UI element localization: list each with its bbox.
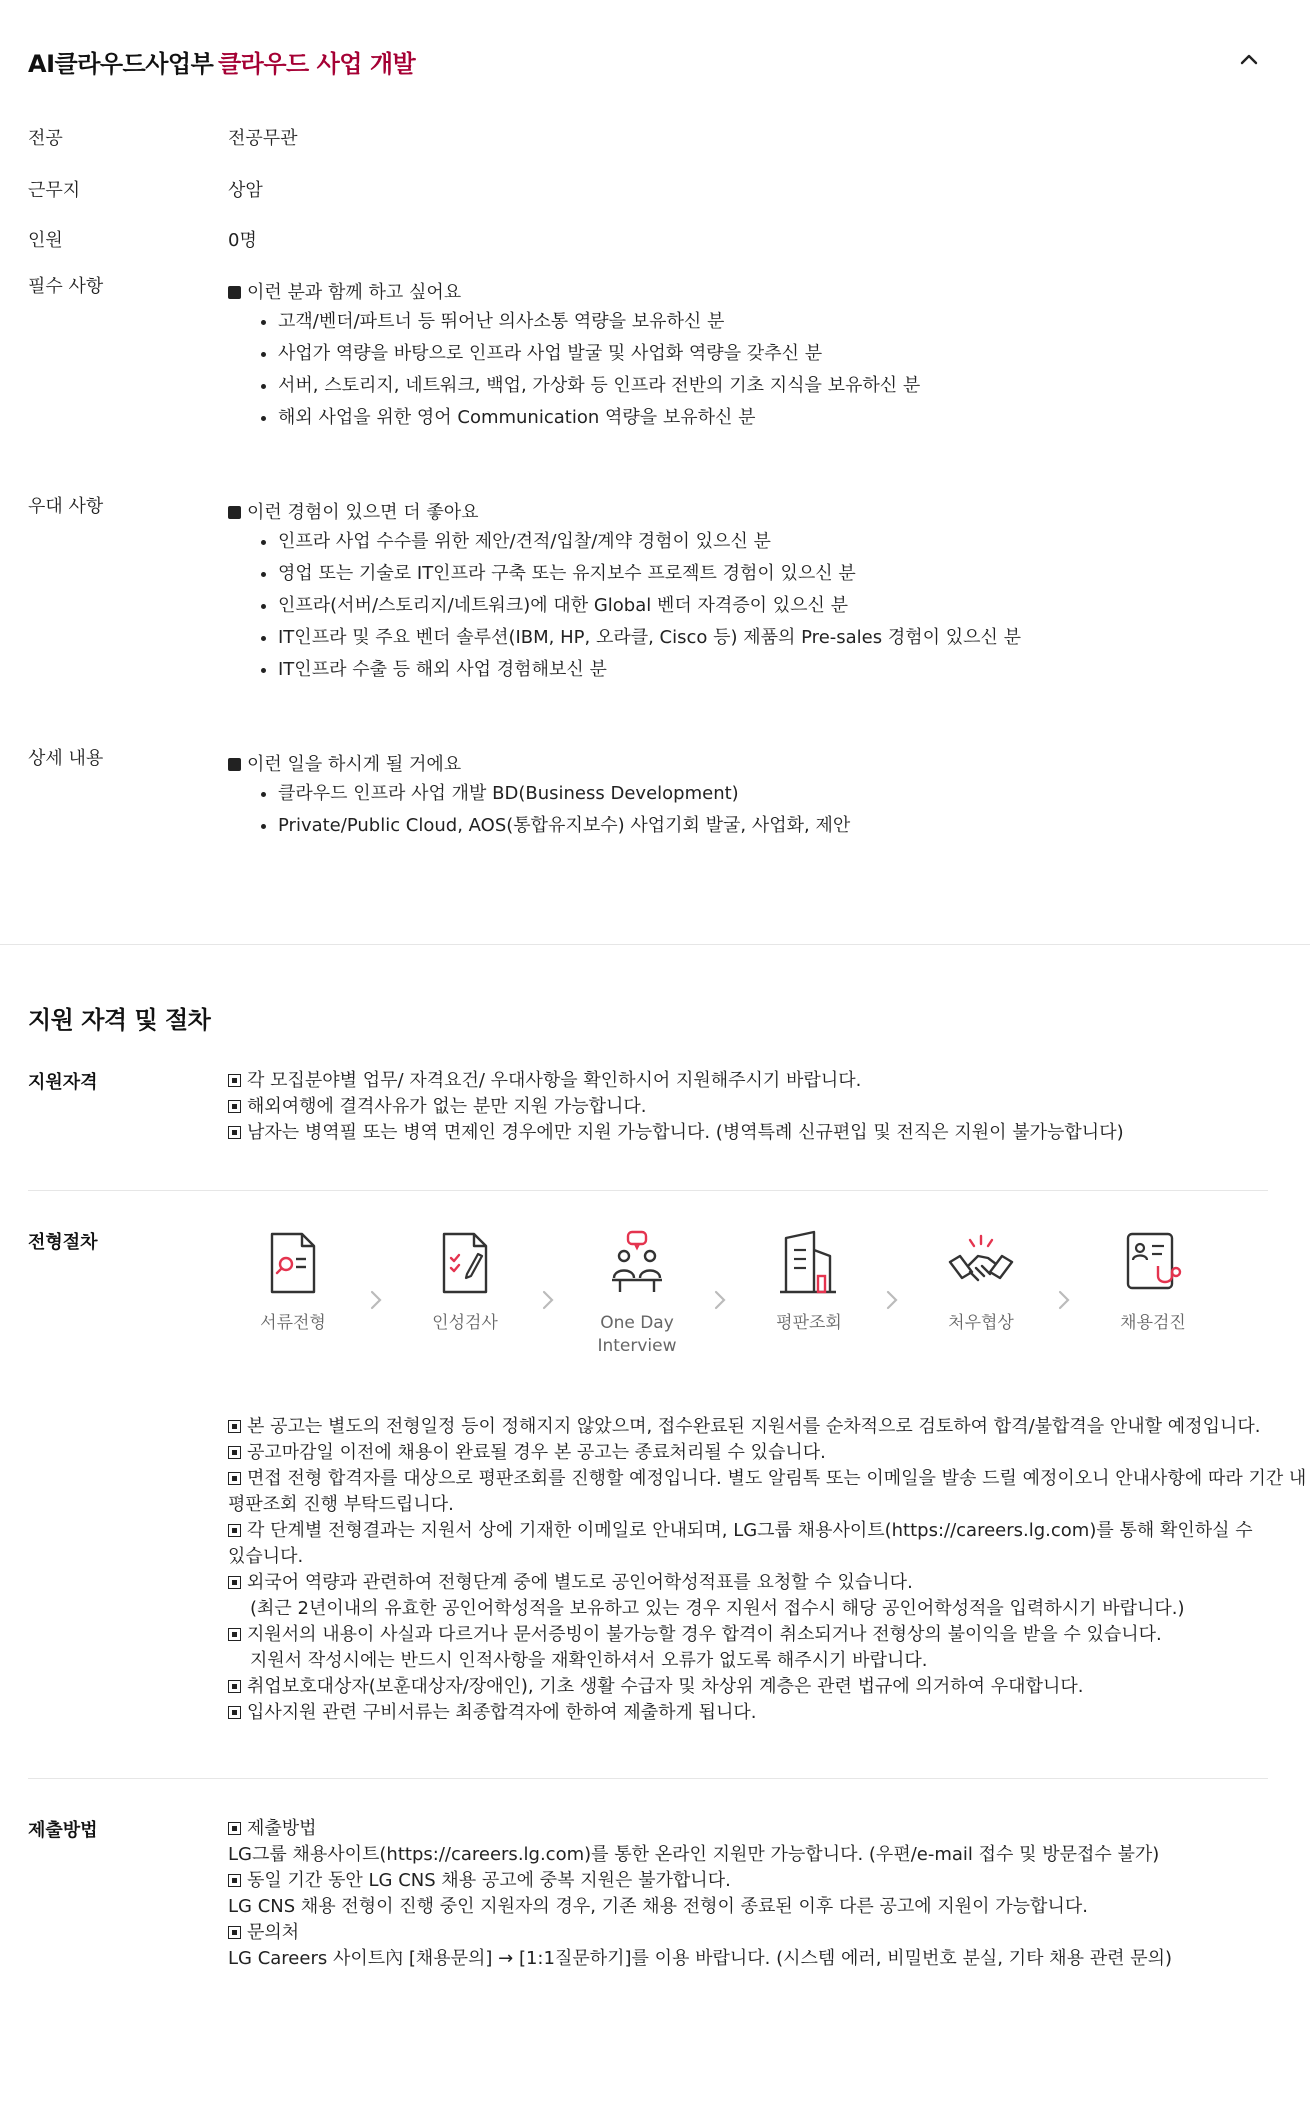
list-item: • 사업가 역량을 바탕으로 인프라 사업 발굴 및 사업화 역량을 갖추신 분 [278, 338, 1278, 370]
line-text: 남자는 병역필 또는 병역 면제인 경우에만 지원 가능합니다. (병역특례 신규편입 및 전직은 지원이 불가능합니다) [247, 1122, 1124, 1143]
checkbox-bullet-icon [228, 1576, 241, 1589]
details-list [254, 778, 1278, 842]
list-item: • 영업 또는 기술로 IT인프라 구축 또는 유지보수 프로젝트 경험이 있으신 분 [278, 558, 1278, 590]
chevron-up-icon[interactable] [1234, 44, 1264, 74]
chevron-right-icon [712, 1286, 728, 1314]
process-steps [228, 1228, 1268, 1368]
step-interview [572, 1228, 702, 1358]
chevron-right-icon [368, 1286, 384, 1314]
line-text: 있습니다. [228, 1546, 304, 1567]
note-line [228, 1894, 1268, 1920]
step-label [572, 1312, 702, 1358]
details-heading-text: 이런 일을 하시게 될 거에요 [247, 754, 462, 775]
qualification-label: 지원자격 [28, 1072, 98, 1093]
list-item: • 고객/벤더/파트너 등 뛰어난 의사소통 역량을 보유하신 분 [278, 306, 1278, 338]
step-document-review [228, 1228, 358, 1335]
line-text: LG그룹 채용사이트(https://careers.lg.com)를 통한 온라인 지원만 가능합니다. (우편/e-mail 접수 및 방문접수 불가) [228, 1844, 1160, 1865]
checkbox-bullet-icon [228, 1524, 241, 1537]
note-line [228, 1544, 1268, 1570]
process-label: 전형절차 [28, 1232, 98, 1253]
checkbox-bullet-icon [228, 1446, 241, 1459]
note-line [228, 1570, 1268, 1596]
section-divider [28, 1190, 1268, 1191]
checkbox-bullet-icon [228, 1874, 241, 1887]
line-text: 각 단계별 전형결과는 지원서 상에 기재한 이메일로 안내되며, LG그룹 채용사이트(https://careers.lg.com)를 통해 확인하실 수 [247, 1520, 1253, 1541]
line-text: 공고마감일 이전에 채용이 완료될 경우 본 공고는 종료처리될 수 있습니다. [247, 1442, 826, 1463]
headcount-label: 인원 [28, 230, 63, 251]
section-divider [0, 944, 1310, 945]
submit-label: 제출방법 [28, 1820, 98, 1841]
major-value: 전공무관 [228, 128, 298, 149]
square-bullet-icon [228, 758, 241, 771]
required-label: 필수 사항 [28, 276, 104, 297]
list-item: • IT인프라 수출 등 해외 사업 경험해보신 분 [278, 654, 1278, 686]
step-label-line1: One Day [600, 1313, 674, 1333]
note-line [228, 1518, 1268, 1544]
step-personality-test [400, 1228, 530, 1335]
note-line [228, 1492, 1268, 1518]
checkbox-bullet-icon [228, 1628, 241, 1641]
list-item [228, 1068, 1268, 1094]
note-line [228, 1596, 1268, 1622]
list-item: • 해외 사업을 위한 영어 Communication 역량을 보유하신 분 [278, 402, 1278, 434]
interview-icon [602, 1228, 672, 1298]
handshake-icon [946, 1228, 1016, 1298]
major-label: 전공 [28, 128, 63, 149]
preferred-label: 우대 사항 [28, 496, 104, 517]
step-label-line2: Interview [597, 1336, 677, 1356]
line-text: 해외여행에 결격사유가 없는 분만 지원 가능합니다. [247, 1096, 647, 1117]
note-line [228, 1700, 1268, 1726]
list-item: • 인프라(서버/스토리지/네트워크)에 대한 Global 벤더 자격증이 있으신 분 [278, 590, 1278, 622]
checklist-pen-icon [430, 1228, 500, 1298]
step-label: 인성검사 [432, 1313, 498, 1333]
step-label: 서류전형 [260, 1313, 326, 1333]
note-line [228, 1622, 1268, 1648]
step-negotiation [916, 1228, 1046, 1335]
list-item [228, 1120, 1268, 1146]
required-heading [228, 278, 461, 304]
square-bullet-icon [228, 286, 241, 299]
line-text: LG Careers 사이트內 [채용문의] → [1:1질문하기]를 이용 바랍니다. (시스템 에러, 비밀번호 분실, 기타 채용 관련 문의) [228, 1948, 1173, 1969]
details-label: 상세 내용 [28, 748, 104, 769]
preferred-list [254, 526, 1278, 686]
department-name: AI클라우드사업부 [28, 50, 214, 78]
details-heading [228, 750, 461, 776]
checkbox-bullet-icon [228, 1706, 241, 1719]
line-text: 제출방법 [247, 1818, 317, 1839]
list-item: • Private/Public Cloud, AOS(통합유지보수) 사업기회 발굴, 사업화, 제안 [278, 810, 1278, 842]
step-label: 평판조회 [776, 1313, 842, 1333]
checkbox-bullet-icon [228, 1074, 241, 1087]
line-text: 외국어 역량과 관련하여 전형단계 중에 별도로 공인어학성적표를 요청할 수 있습니다. [247, 1572, 913, 1593]
note-line [228, 1842, 1268, 1868]
line-text: 입사지원 관련 구비서류는 최종합격자에 한하여 제출하게 됩니다. [247, 1702, 757, 1723]
line-text: LG CNS 채용 전형이 진행 중인 지원자의 경우, 기존 채용 전형이 종료된 이후 다른 공고에 지원이 가능합니다. [228, 1896, 1088, 1917]
note-line [228, 1674, 1268, 1700]
line-text: 문의처 [247, 1922, 300, 1943]
line-text: 지원서 작성시에는 반드시 인적사항을 재확인하셔서 오류가 없도록 해주시기 바랍니다. [250, 1650, 928, 1671]
headcount-value: 0명 [228, 230, 257, 251]
checkbox-bullet-icon [228, 1126, 241, 1139]
chevron-right-icon [1056, 1286, 1072, 1314]
line-text: 각 모집분야별 업무/ 자격요건/ 우대사항을 확인하시어 지원해주시기 바랍니다. [247, 1070, 862, 1091]
line-text: 지원서의 내용이 사실과 다르거나 문서증빙이 불가능할 경우 합격이 취소되거나 전형상의 불이익을 받을 수 있습니다. [247, 1624, 1162, 1645]
job-header[interactable] [28, 40, 1268, 80]
role-title: 클라우드 사업 개발 [218, 50, 416, 78]
line-text: 취업보호대상자(보훈대상자/장애인), 기초 생활 수급자 및 차상위 계층은 관련 법규에 의거하여 우대합니다. [247, 1676, 1084, 1697]
application-section-title: 지원 자격 및 절차 [28, 1006, 211, 1034]
line-text: 본 공고는 별도의 전형일정 등이 정해지지 않았으며, 접수완료된 지원서를 순차적으로 검토하여 합격/불합격을 안내할 예정입니다. [247, 1416, 1261, 1437]
required-list [254, 306, 1278, 434]
chevron-right-icon [540, 1286, 556, 1314]
qualification-list [228, 1068, 1268, 1146]
note-line [228, 1946, 1268, 1972]
line-text: 동일 기간 동안 LG CNS 채용 공고에 중복 지원은 불가합니다. [247, 1870, 731, 1891]
preferred-heading-text: 이런 경험이 있으면 더 좋아요 [247, 502, 479, 523]
line-text: (최근 2년이내의 유효한 공인어학성적을 보유하고 있는 경우 지원서 접수시 해당 공인어학성적을 입력하시기 바랍니다.) [250, 1598, 1185, 1619]
medical-check-icon [1118, 1228, 1188, 1298]
preferred-heading [228, 498, 479, 524]
list-item: • 인프라 사업 수수를 위한 제안/견적/입찰/계약 경험이 있으신 분 [278, 526, 1278, 558]
document-search-icon [258, 1228, 328, 1298]
checkbox-bullet-icon [228, 1472, 241, 1485]
note-line [228, 1648, 1268, 1674]
line-text: 평판조회 진행 부탁드립니다. [228, 1494, 454, 1515]
chevron-right-icon [884, 1286, 900, 1314]
list-item: • 클라우드 인프라 사업 개발 BD(Business Development) [278, 778, 1278, 810]
checkbox-bullet-icon [228, 1926, 241, 1939]
step-label: 채용검진 [1120, 1313, 1186, 1333]
note-line [228, 1920, 1268, 1946]
step-reference-check [744, 1228, 874, 1335]
location-label: 근무지 [28, 180, 81, 201]
checkbox-bullet-icon [228, 1100, 241, 1113]
section-divider [28, 1778, 1268, 1779]
note-line [228, 1816, 1268, 1842]
note-line [228, 1440, 1268, 1466]
submit-notes [228, 1816, 1268, 1972]
line-text: 면접 전형 합격자를 대상으로 평판조회를 진행할 예정입니다. 별도 알림톡 또는 이메일을 발송 드릴 예정이오니 안내사항에 따라 기간 내 [247, 1468, 1307, 1489]
step-medical-check [1088, 1228, 1218, 1335]
step-label: 처우협상 [948, 1313, 1014, 1333]
location-value: 상암 [228, 180, 263, 201]
note-line [228, 1466, 1307, 1492]
list-item: • 서버, 스토리지, 네트워크, 백업, 가상화 등 인프라 전반의 기초 지식을 보유하신 분 [278, 370, 1278, 402]
list-item: • IT인프라 및 주요 벤더 솔루션(IBM, HP, 오라클, Cisco 등) 제품의 Pre-sales 경험이 있으신 분 [278, 622, 1278, 654]
checkbox-bullet-icon [228, 1822, 241, 1835]
list-item [228, 1094, 1268, 1120]
required-heading-text: 이런 분과 함께 하고 싶어요 [247, 282, 462, 303]
checkbox-bullet-icon [228, 1420, 241, 1433]
note-line [228, 1868, 1268, 1894]
process-notes [228, 1414, 1307, 1726]
building-icon [774, 1228, 844, 1298]
checkbox-bullet-icon [228, 1680, 241, 1693]
note-line [228, 1414, 1268, 1440]
square-bullet-icon [228, 506, 241, 519]
